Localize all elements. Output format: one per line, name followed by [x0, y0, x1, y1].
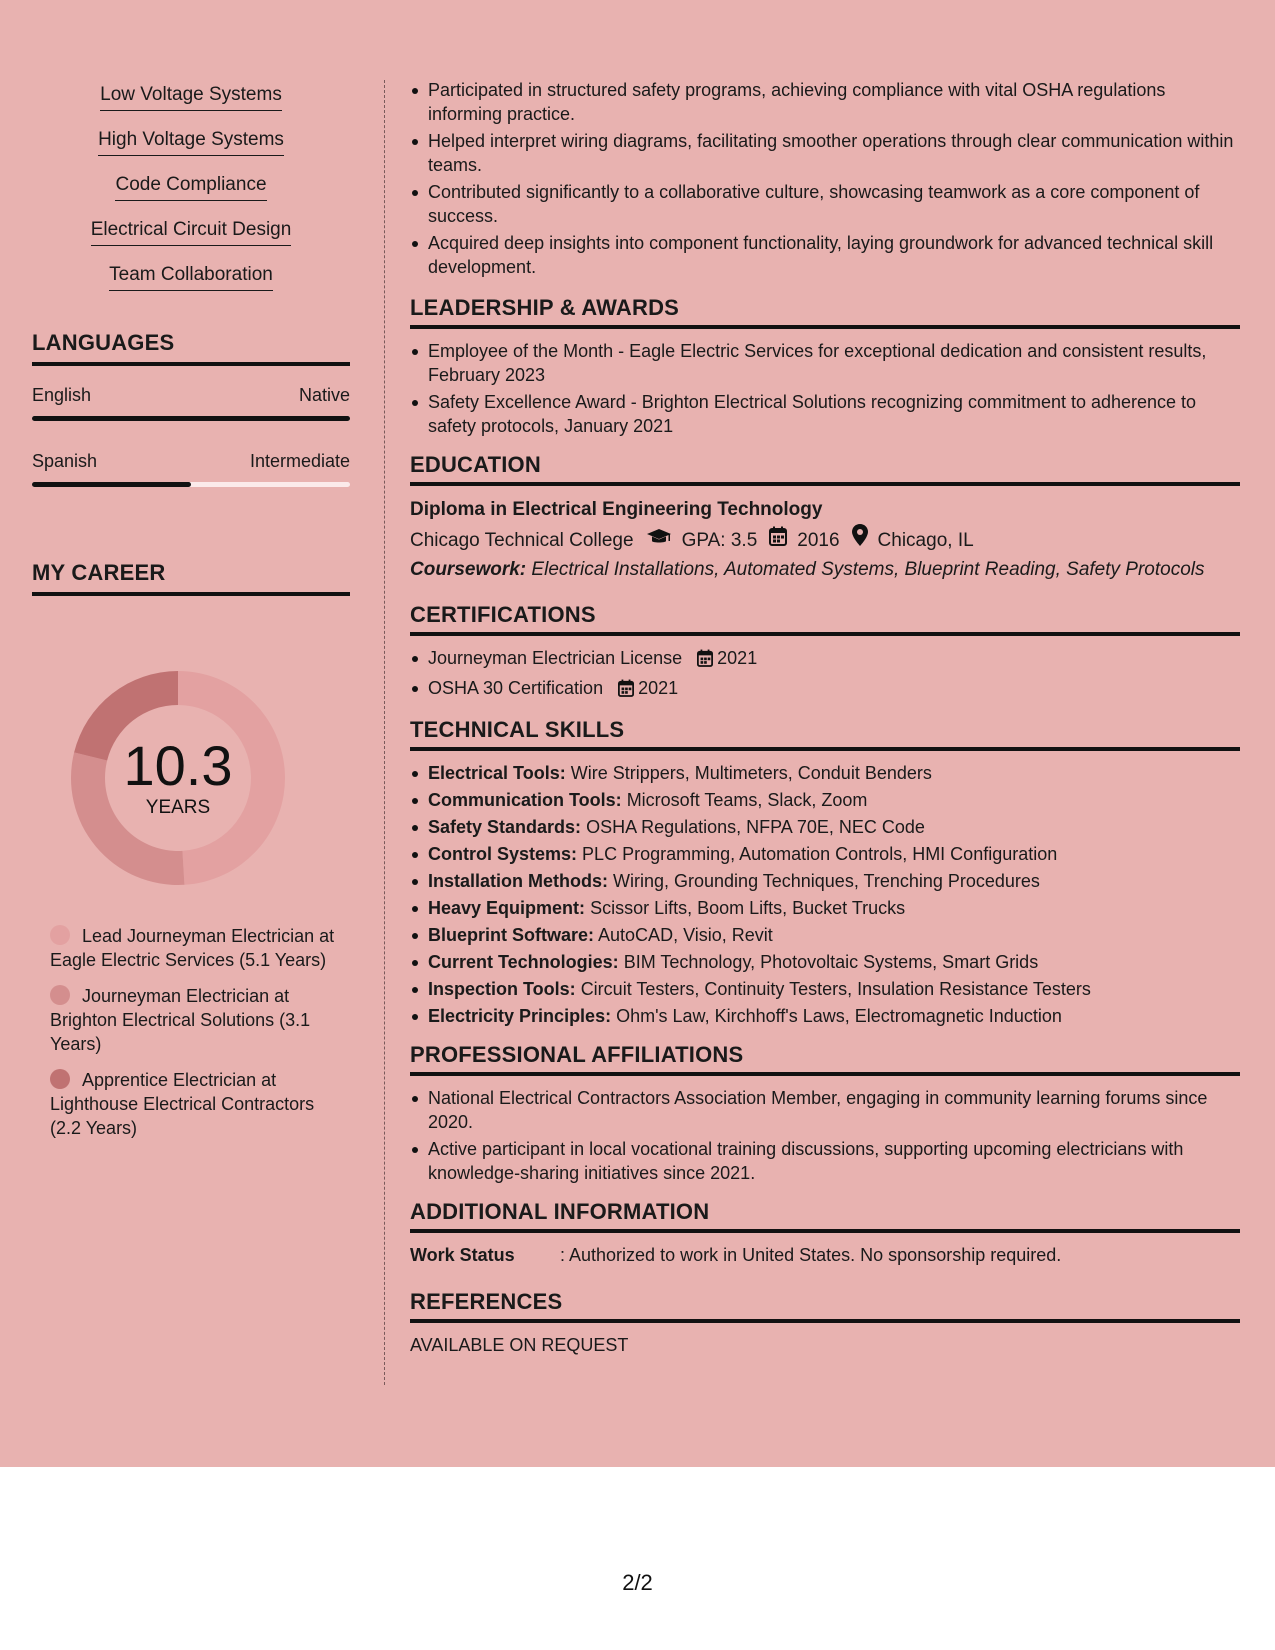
- career-legend-dot: [50, 1069, 70, 1089]
- skill-item: Team Collaboration: [32, 264, 350, 309]
- certification-year: 2021: [638, 678, 679, 698]
- career-item: Lead Journeyman Electrician at Eagle Electric Services (5.1 Years): [50, 926, 335, 970]
- career-legend-dot: [50, 925, 70, 945]
- page-number: 2/2: [622, 1570, 653, 1595]
- education-coursework: [410, 558, 1240, 582]
- languages-heading: LANGUAGES: [32, 330, 350, 366]
- affiliations-heading: PROFESSIONAL AFFILIATIONS: [410, 1042, 1240, 1076]
- coursework-text: Electrical Installations, Automated Systems, Blueprint Reading, Safety Protocols: [531, 559, 1205, 580]
- references-heading: REFERENCES: [410, 1289, 1240, 1323]
- certifications-list: [410, 646, 1240, 703]
- career-item: Apprentice Electrician at Lighthouse Electrical Contractors (2.2 Years): [50, 1070, 315, 1138]
- skill-list: [32, 84, 350, 309]
- calendar-icon: [769, 525, 787, 556]
- career-heading: MY CAREER: [32, 560, 350, 596]
- certifications-heading: CERTIFICATIONS: [410, 602, 1240, 636]
- experience-bullet: Participated in structured safety programs, achieving compliance with vital OSHA regulations informing practice.: [410, 78, 1240, 126]
- language-english: [32, 385, 350, 421]
- skill-item: Low Voltage Systems: [32, 84, 350, 129]
- technical-skills-heading: TECHNICAL SKILLS: [410, 717, 1240, 751]
- technical-skills-list: [410, 761, 1240, 1028]
- language-proficiency-bar: [32, 482, 350, 487]
- experience-bullet: Acquired deep insights into component functionality, laying groundwork for advanced technical skill development.: [410, 231, 1240, 279]
- location-pin-icon: [852, 524, 868, 556]
- affiliations-list: [410, 1086, 1240, 1185]
- work-status-label: Work Status: [410, 1245, 515, 1265]
- certification-item: OSHA 30 Certification 2021: [410, 676, 1240, 703]
- additional-info-heading: ADDITIONAL INFORMATION: [410, 1199, 1240, 1233]
- certification-year: 2021: [717, 648, 758, 668]
- language-level: Native: [298, 385, 350, 405]
- experience-bullets: [410, 78, 1240, 279]
- language-name: Spanish: [32, 451, 98, 471]
- right-column: [410, 78, 1240, 1357]
- language-spanish: [32, 451, 350, 487]
- language-proficiency-fill: [32, 482, 191, 487]
- work-status-row: [410, 1243, 1240, 1267]
- coursework-label: Coursework:: [410, 559, 527, 580]
- technical-skill-item: Safety Standards: OSHA Regulations, NFPA 70E, NEC Code: [410, 815, 1240, 839]
- technical-skill-item: Current Technologies: BIM Technology, Photovoltaic Systems, Smart Grids: [410, 950, 1240, 974]
- graduation-cap-icon: [646, 525, 672, 556]
- skill-item: High Voltage Systems: [32, 129, 350, 174]
- technical-skill-item: Installation Methods: Wiring, Grounding Techniques, Trenching Procedures: [410, 869, 1240, 893]
- references-text: AVAILABLE ON REQUEST: [410, 1335, 629, 1355]
- certification-item: Journeyman Electrician License 2021: [410, 646, 1240, 673]
- career-donut-chart: [66, 666, 290, 890]
- technical-skill-item: Heavy Equipment: Scissor Lifts, Boom Lifts, Bucket Trucks: [410, 896, 1240, 920]
- leadership-item: Safety Excellence Award - Brighton Electrical Solutions recognizing commitment to adherence to safety protocols, January 2021: [410, 390, 1240, 438]
- technical-skill-item: Electricity Principles: Ohm's Law, Kirchhoff's Laws, Electromagnetic Induction: [410, 1004, 1240, 1028]
- language-proficiency-bar: [32, 416, 350, 421]
- column-divider: [384, 80, 385, 1385]
- calendar-icon: [618, 679, 634, 703]
- education-heading: EDUCATION: [410, 452, 1240, 486]
- technical-skill-item: Communication Tools: Microsoft Teams, Slack, Zoom: [410, 788, 1240, 812]
- education-gpa: GPA: 3.5: [681, 529, 758, 551]
- technical-skill-item: Electrical Tools: Wire Strippers, Multimeters, Conduit Benders: [410, 761, 1240, 785]
- technical-skill-item: Control Systems: PLC Programming, Automation Controls, HMI Configuration: [410, 842, 1240, 866]
- affiliation-item: Active participant in local vocational training discussions, supporting upcoming electricians with knowledge-sharing initiatives since 2021.: [410, 1137, 1240, 1185]
- education-location: Chicago, IL: [877, 529, 974, 551]
- skill-item: Electrical Circuit Design: [32, 219, 350, 264]
- career-list: [50, 924, 340, 1152]
- language-proficiency-fill: [32, 416, 350, 421]
- education-year: 2016: [797, 529, 840, 551]
- education-school: Chicago Technical College: [410, 529, 634, 551]
- language-level: Intermediate: [249, 451, 350, 471]
- career-legend-dot: [50, 985, 70, 1005]
- calendar-icon: [697, 649, 713, 673]
- skill-item: Code Compliance: [32, 174, 350, 219]
- career-item: Journeyman Electrician at Brighton Electrical Solutions (3.1 Years): [50, 986, 311, 1054]
- language-name: English: [32, 385, 92, 405]
- career-total-value: 10.3: [123, 734, 233, 797]
- leadership-heading: LEADERSHIP & AWARDS: [410, 295, 1240, 329]
- experience-bullet: Contributed significantly to a collaborative culture, showcasing teamwork as a core component of success.: [410, 180, 1240, 228]
- experience-bullet: Helped interpret wiring diagrams, facilitating smoother operations through clear communication within teams.: [410, 129, 1240, 177]
- leadership-list: [410, 339, 1240, 438]
- leadership-item: Employee of the Month - Eagle Electric Services for exceptional dedication and consistent results, February 2023: [410, 339, 1240, 387]
- education-degree: Diploma in Electrical Engineering Technology: [410, 499, 823, 520]
- technical-skill-item: Inspection Tools: Circuit Testers, Continuity Testers, Insulation Resistance Testers: [410, 977, 1240, 1001]
- work-status-value: : Authorized to work in United States. No sponsorship required.: [560, 1245, 1062, 1265]
- career-total-unit: YEARS: [145, 797, 211, 818]
- technical-skill-item: Blueprint Software: AutoCAD, Visio, Revit: [410, 923, 1240, 947]
- education-meta: [410, 524, 1240, 556]
- affiliation-item: National Electrical Contractors Association Member, engaging in community learning forums since 2020.: [410, 1086, 1240, 1134]
